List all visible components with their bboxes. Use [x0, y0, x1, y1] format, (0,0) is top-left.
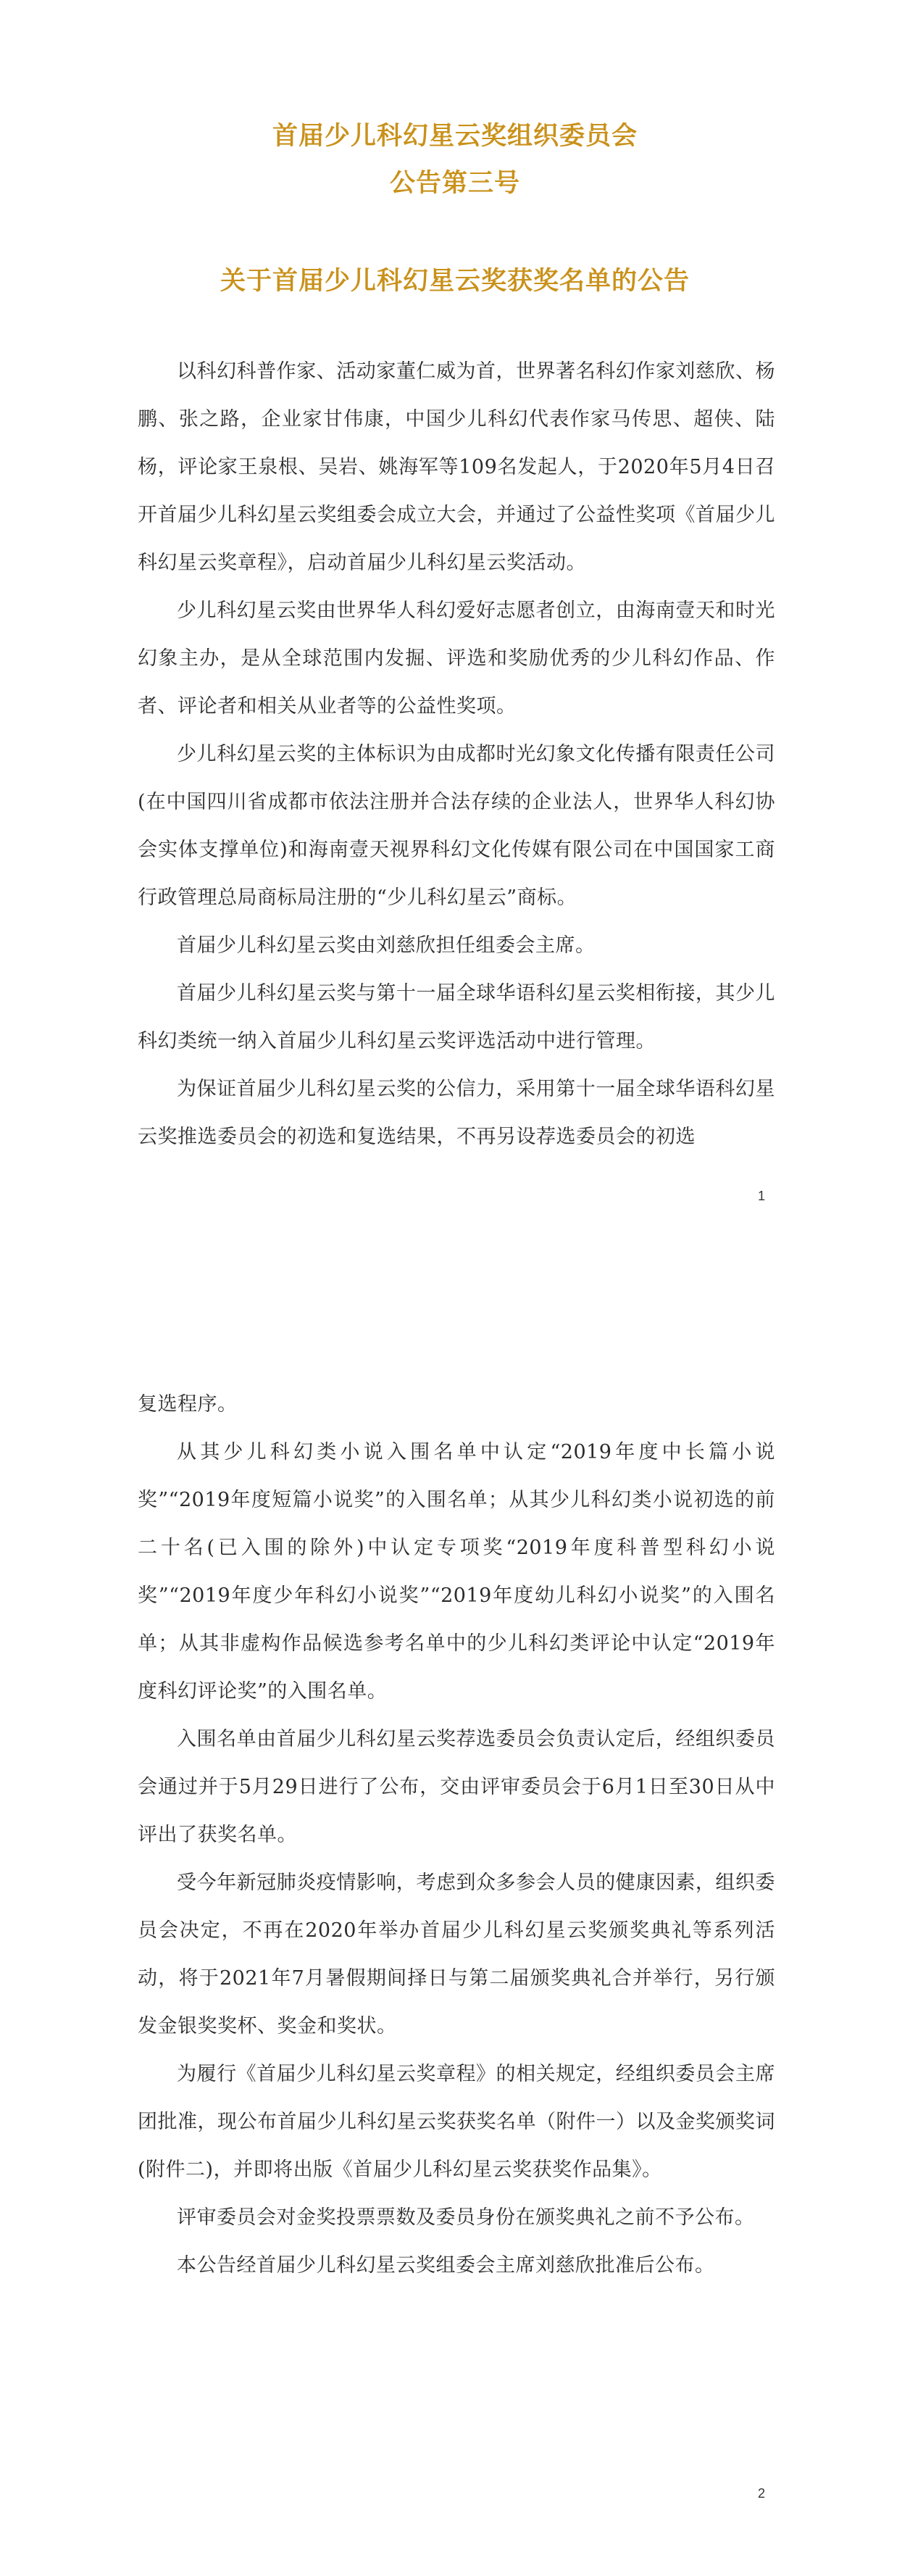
page-2-body: [138, 1381, 775, 2290]
page-number-2: 2: [757, 2486, 765, 2501]
paragraph-chairman: 首届少儿科幻星云奖由刘慈欣担任组委会主席。: [177, 934, 596, 957]
document-page-2: [0, 1276, 910, 2576]
paragraph-continuation: 复选程序。: [138, 1393, 238, 1416]
page-number-1: 1: [757, 1189, 765, 1203]
paragraph-credibility: 为保证首届少儿科幻星云奖的公信力，采用第十一届全球华语科幻星云奖推选委员会的初选和复选结果，不再另设荐选委员会的初选: [138, 1078, 775, 1148]
paragraph-vote-confidential: 评审委员会对金奖投票票数及委员身份在颁奖典礼之前不予公布。: [177, 2206, 755, 2229]
document-page-1: [0, 0, 910, 1276]
paragraph-linkage: 首届少儿科幻星云奖与第十一届全球华语科幻星云奖相衔接，其少儿科幻类统一纳入首届少儿科幻星云奖评选活动中进行管理。: [138, 982, 775, 1052]
committee-title: 首届少儿科幻星云奖组织委员会: [272, 122, 638, 151]
paragraph-approval: 本公告经首届少儿科幻星云奖组委会主席刘慈欣批准后公布。: [177, 2254, 715, 2277]
paragraph-founders: 以科幻科普作家、活动家董仁威为首，世界著名科幻作家刘慈欣、杨鹏、张之路，企业家甘伟康，中国少儿科幻代表作家马传思、超侠、陆杨，评论家王泉根、吴岩、姚海军等109名发起人，于2020年5月4日召开首届少儿科幻星云奖组委会成立大会，并通过了公益性奖项《首届少儿科幻星云奖章程》，启动首届少儿科幻星云奖活动。: [138, 360, 775, 574]
paragraph-publication: 为履行《首届少儿科幻星云奖章程》的相关规定，经组织委员会主席团批准，现公布首届少儿科幻星云奖获奖名单（附件一）以及金奖颁奖词(附件二)，并即将出版《首届少儿科幻星云奖获奖作品集》。: [138, 2063, 775, 2181]
paragraph-shortlist: 从其少儿科幻类小说入围名单中认定“2019年度中长篇小说奖”“2019年度短篇小说奖”的入围名单；从其少儿科幻类小说初选的前二十名(已入围的除外)中认定专项奖“2019年度科普型科幻小说奖”“2019年度少年科幻小说奖”“2019年度幼儿科幻小说奖”的入围名单；从其非虚构作品候选参考名单中的少儿科幻类评论中认定“2019年度科幻评论奖”的入围名单。: [138, 1441, 775, 1703]
announcement-heading: 关于首届少儿科幻星云奖获奖名单的公告: [220, 267, 690, 296]
paragraph-covid-impact: 受今年新冠肺炎疫情影响，考虑到众多参会人员的健康因素，组织委员会决定，不再在2020年举办首届少儿科幻星云奖颁奖典礼等系列活动，将于2021年7月暑假期间择日与第二届颁奖典礼合并举行，另行颁发金银奖奖杯、奖金和奖状。: [138, 1871, 775, 2037]
page-1-body: [138, 348, 775, 1161]
paragraph-award-origin: 少儿科幻星云奖由世界华人科幻爱好志愿者创立，由海南壹天和时光幻象主办，是从全球范围内发掘、评选和奖励优秀的少儿科幻作品、作者、评论者和相关从业者等的公益性奖项。: [138, 599, 775, 718]
paragraph-trademark: 少儿科幻星云奖的主体标识为由成都时光幻象文化传播有限责任公司(在中国四川省成都市依法注册并合法存续的企业法人，世界华人科幻协会实体支撑单位)和海南壹天视界科幻文化传媒有限公司在中国国家工商行政管理总局商标局注册的“少儿科幻星云”商标。: [138, 743, 775, 909]
paragraph-review-process: 入围名单由首届少儿科幻星云奖荐选委员会负责认定后，经组织委员会通过并于5月29日进行了公布，交由评审委员会于6月1日至30日从中评出了获奖名单。: [138, 1728, 775, 1846]
announcement-number: 公告第三号: [389, 169, 520, 198]
